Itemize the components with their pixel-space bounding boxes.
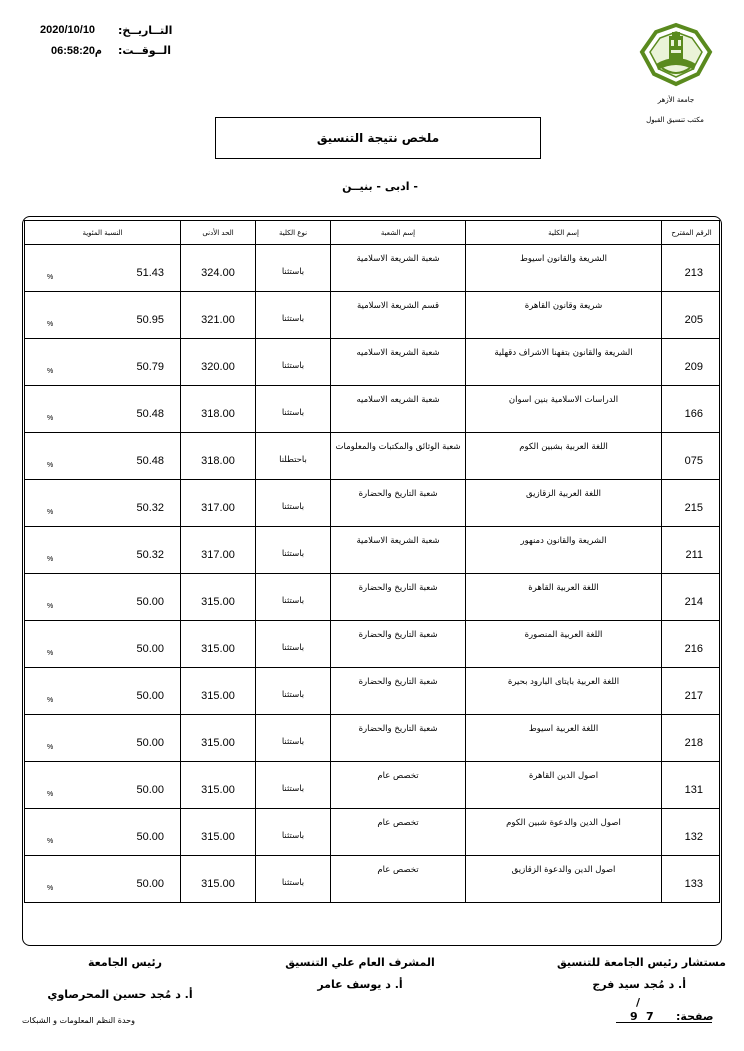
col-code-header: الرقم المقترح bbox=[661, 221, 721, 244]
pct-value: 50.32 bbox=[136, 502, 164, 514]
college-cell: الشريعة والقانون اسيوط bbox=[465, 245, 661, 291]
code-cell: 209 bbox=[661, 339, 721, 385]
college-type-cell: باستثنا bbox=[255, 621, 330, 667]
branch-cell: شعبة الشريعة الاسلاميه bbox=[330, 339, 465, 385]
pct-cell bbox=[25, 856, 180, 902]
table-row bbox=[24, 386, 720, 433]
min-score-cell: 315.00 bbox=[180, 668, 255, 714]
university-name: جامعة الأزهر bbox=[657, 96, 695, 104]
college-cell: الشريعة والقانون بتفهنا الاشراف دقهلية bbox=[465, 339, 661, 385]
col-college-header: إسم الكلية bbox=[465, 221, 661, 244]
page-label: صفحة: bbox=[676, 1010, 714, 1023]
min-score-cell: 320.00 bbox=[180, 339, 255, 385]
branch-cell: شعبة الشريعة الاسلامية bbox=[330, 527, 465, 573]
pct-value: 50.48 bbox=[136, 408, 164, 420]
branch-cell: شعبة التاريخ والحضارة bbox=[330, 715, 465, 761]
col-pct-header: النسبة المئوية bbox=[82, 228, 123, 237]
college-type-cell: باستثنا bbox=[255, 386, 330, 432]
pct-cell bbox=[25, 292, 180, 338]
date-value: 2020/10/10 bbox=[40, 24, 96, 36]
percent-sign: % bbox=[47, 650, 54, 657]
code-cell: 215 bbox=[661, 480, 721, 526]
pct-cell bbox=[25, 715, 180, 761]
pct-value: 50.79 bbox=[136, 361, 164, 373]
unit-name: وحدة النظم المعلومات و الشبكات bbox=[22, 1016, 135, 1025]
code-cell: 132 bbox=[661, 809, 721, 855]
college-cell: اللغة العربية القاهرة bbox=[465, 574, 661, 620]
branch-cell: شعبة الشريعة الاسلامية bbox=[330, 245, 465, 291]
min-score-cell: 317.00 bbox=[180, 527, 255, 573]
sig2-title: المشرف العام علي التنسيق bbox=[285, 956, 435, 969]
branch-cell: شعبة الوثائق والمكتبات والمعلومات bbox=[330, 433, 465, 479]
col-min-header: الحد الأدنى bbox=[180, 221, 255, 244]
table-row bbox=[24, 339, 720, 386]
table-row bbox=[24, 245, 720, 292]
date-label: التــاريــخ: bbox=[118, 24, 173, 37]
college-cell: اللغة العربية الزقازيق bbox=[465, 480, 661, 526]
table-row bbox=[24, 762, 720, 809]
branch-cell: شعبة التاريخ والحضارة bbox=[330, 621, 465, 667]
percent-sign: % bbox=[47, 603, 54, 610]
min-score-cell: 315.00 bbox=[180, 715, 255, 761]
sig3-title: رئيس الجامعة bbox=[88, 956, 162, 969]
percent-sign: % bbox=[47, 744, 54, 751]
report-title: ملخص نتيجة التنسيق bbox=[215, 117, 541, 159]
sig2-name: أ. د يوسف عامر bbox=[317, 978, 403, 991]
percent-sign: % bbox=[47, 697, 54, 704]
table-row bbox=[24, 668, 720, 715]
table-row bbox=[24, 527, 720, 574]
min-score-cell: 315.00 bbox=[180, 856, 255, 902]
table-row bbox=[24, 856, 720, 903]
sig3-name: أ. د مُجد حسين المحرصاوي bbox=[47, 988, 193, 1001]
sig1-name: أ. د مُجد سيد فرج bbox=[592, 978, 686, 991]
table-row bbox=[24, 715, 720, 762]
code-cell: 166 bbox=[661, 386, 721, 432]
table-row bbox=[24, 809, 720, 856]
percent-sign: % bbox=[47, 838, 54, 845]
college-type-cell: باستثنا bbox=[255, 574, 330, 620]
college-type-cell: باستثنا bbox=[255, 527, 330, 573]
pct-value: 50.00 bbox=[136, 784, 164, 796]
college-type-cell: باستثنا bbox=[255, 856, 330, 902]
college-cell: الدراسات الاسلامية بنين اسوان bbox=[465, 386, 661, 432]
time-label: الــوقــت: bbox=[118, 44, 172, 57]
pct-value: 50.00 bbox=[136, 878, 164, 890]
branch-cell: قسم الشريعة الاسلامية bbox=[330, 292, 465, 338]
college-type-cell: باستثنا bbox=[255, 480, 330, 526]
pct-cell bbox=[25, 668, 180, 714]
branch-cell: شعبة التاريخ والحضارة bbox=[330, 574, 465, 620]
pct-value: 50.48 bbox=[136, 455, 164, 467]
percent-sign: % bbox=[47, 556, 54, 563]
pct-cell bbox=[25, 480, 180, 526]
sig1-title: مستشار رئيس الجامعة للتنسيق bbox=[557, 956, 726, 969]
college-cell: اللغة العربية اسيوط bbox=[465, 715, 661, 761]
code-cell: 133 bbox=[661, 856, 721, 902]
percent-sign: % bbox=[47, 321, 54, 328]
min-score-cell: 318.00 bbox=[180, 386, 255, 432]
code-cell: 205 bbox=[661, 292, 721, 338]
table-row bbox=[24, 480, 720, 527]
college-cell: اللغة العربية المنصورة bbox=[465, 621, 661, 667]
pct-cell bbox=[25, 621, 180, 667]
college-cell: اللغة العربية بشبين الكوم bbox=[465, 433, 661, 479]
college-type-cell: باستثنا bbox=[255, 762, 330, 808]
college-type-cell: باستثنا bbox=[255, 715, 330, 761]
page-total: 9 bbox=[630, 1010, 638, 1023]
college-cell: اصول الدين والدعوة الزقازيق bbox=[465, 856, 661, 902]
pct-cell bbox=[25, 433, 180, 479]
code-cell: 213 bbox=[661, 245, 721, 291]
code-cell: 131 bbox=[661, 762, 721, 808]
min-score-cell: 317.00 bbox=[180, 480, 255, 526]
pct-cell bbox=[25, 574, 180, 620]
table-row bbox=[24, 621, 720, 668]
branch-cell: شعبة التاريخ والحضارة bbox=[330, 480, 465, 526]
pct-value: 50.95 bbox=[136, 314, 164, 326]
college-cell: شريعة وقانون القاهرة bbox=[465, 292, 661, 338]
branch-cell: تخصص عام bbox=[330, 856, 465, 902]
code-cell: 216 bbox=[661, 621, 721, 667]
percent-sign: % bbox=[47, 791, 54, 798]
col-branch-header: إسم الشعبة bbox=[330, 221, 465, 244]
pct-value: 50.32 bbox=[136, 549, 164, 561]
col-type-header: نوع الكلية bbox=[255, 221, 330, 244]
college-type-cell: باحتطلنا bbox=[255, 433, 330, 479]
report-subtitle: - ادبى - بنيــن bbox=[342, 180, 418, 193]
pct-value: 50.00 bbox=[136, 596, 164, 608]
pct-value: 51.43 bbox=[136, 267, 164, 279]
branch-cell: تخصص عام bbox=[330, 809, 465, 855]
college-type-cell: باستثنا bbox=[255, 292, 330, 338]
min-score-cell: 315.00 bbox=[180, 621, 255, 667]
college-type-cell: باستثنا bbox=[255, 245, 330, 291]
pct-cell bbox=[25, 339, 180, 385]
branch-cell: شعبة التاريخ والحضارة bbox=[330, 668, 465, 714]
al-azhar-emblem-icon bbox=[636, 22, 716, 88]
table-row bbox=[24, 433, 720, 480]
college-type-cell: باستثنا bbox=[255, 339, 330, 385]
pct-value: 50.00 bbox=[136, 690, 164, 702]
pct-value: 50.00 bbox=[136, 831, 164, 843]
branch-cell: تخصص عام bbox=[330, 762, 465, 808]
table-header bbox=[24, 220, 720, 245]
pct-cell bbox=[25, 245, 180, 291]
min-score-cell: 324.00 bbox=[180, 245, 255, 291]
code-cell: 218 bbox=[661, 715, 721, 761]
office-name: مكتب تنسيق القبول bbox=[646, 116, 704, 124]
min-score-cell: 315.00 bbox=[180, 762, 255, 808]
code-cell: 075 bbox=[661, 433, 721, 479]
code-cell: 214 bbox=[661, 574, 721, 620]
time-value: م06:58:20 bbox=[51, 45, 102, 57]
college-cell: اصول الدين القاهرة bbox=[465, 762, 661, 808]
page-separator: / bbox=[636, 996, 641, 1009]
college-cell: الشريعة والقانون دمنهور bbox=[465, 527, 661, 573]
pct-value: 50.00 bbox=[136, 737, 164, 749]
pct-cell bbox=[25, 762, 180, 808]
min-score-cell: 318.00 bbox=[180, 433, 255, 479]
percent-sign: % bbox=[47, 509, 54, 516]
pct-cell bbox=[25, 809, 180, 855]
min-score-cell: 315.00 bbox=[180, 574, 255, 620]
branch-cell: شعبة الشريعه الاسلاميه bbox=[330, 386, 465, 432]
percent-sign: % bbox=[47, 885, 54, 892]
min-score-cell: 321.00 bbox=[180, 292, 255, 338]
college-type-cell: باستثنا bbox=[255, 668, 330, 714]
pct-value: 50.00 bbox=[136, 643, 164, 655]
percent-sign: % bbox=[47, 462, 54, 469]
min-score-cell: 315.00 bbox=[180, 809, 255, 855]
percent-sign: % bbox=[47, 368, 54, 375]
footer-rule bbox=[616, 1022, 712, 1023]
code-cell: 217 bbox=[661, 668, 721, 714]
percent-sign: % bbox=[47, 274, 54, 281]
college-cell: اصول الدين والدعوة شبين الكوم bbox=[465, 809, 661, 855]
college-type-cell: باستثنا bbox=[255, 809, 330, 855]
page-current: 7 bbox=[646, 1010, 654, 1023]
pct-cell bbox=[25, 527, 180, 573]
pct-cell bbox=[25, 386, 180, 432]
table-row bbox=[24, 574, 720, 621]
percent-sign: % bbox=[47, 415, 54, 422]
college-cell: اللغة العربية بايتاى البارود بحيرة bbox=[465, 668, 661, 714]
table-row bbox=[24, 292, 720, 339]
code-cell: 211 bbox=[661, 527, 721, 573]
